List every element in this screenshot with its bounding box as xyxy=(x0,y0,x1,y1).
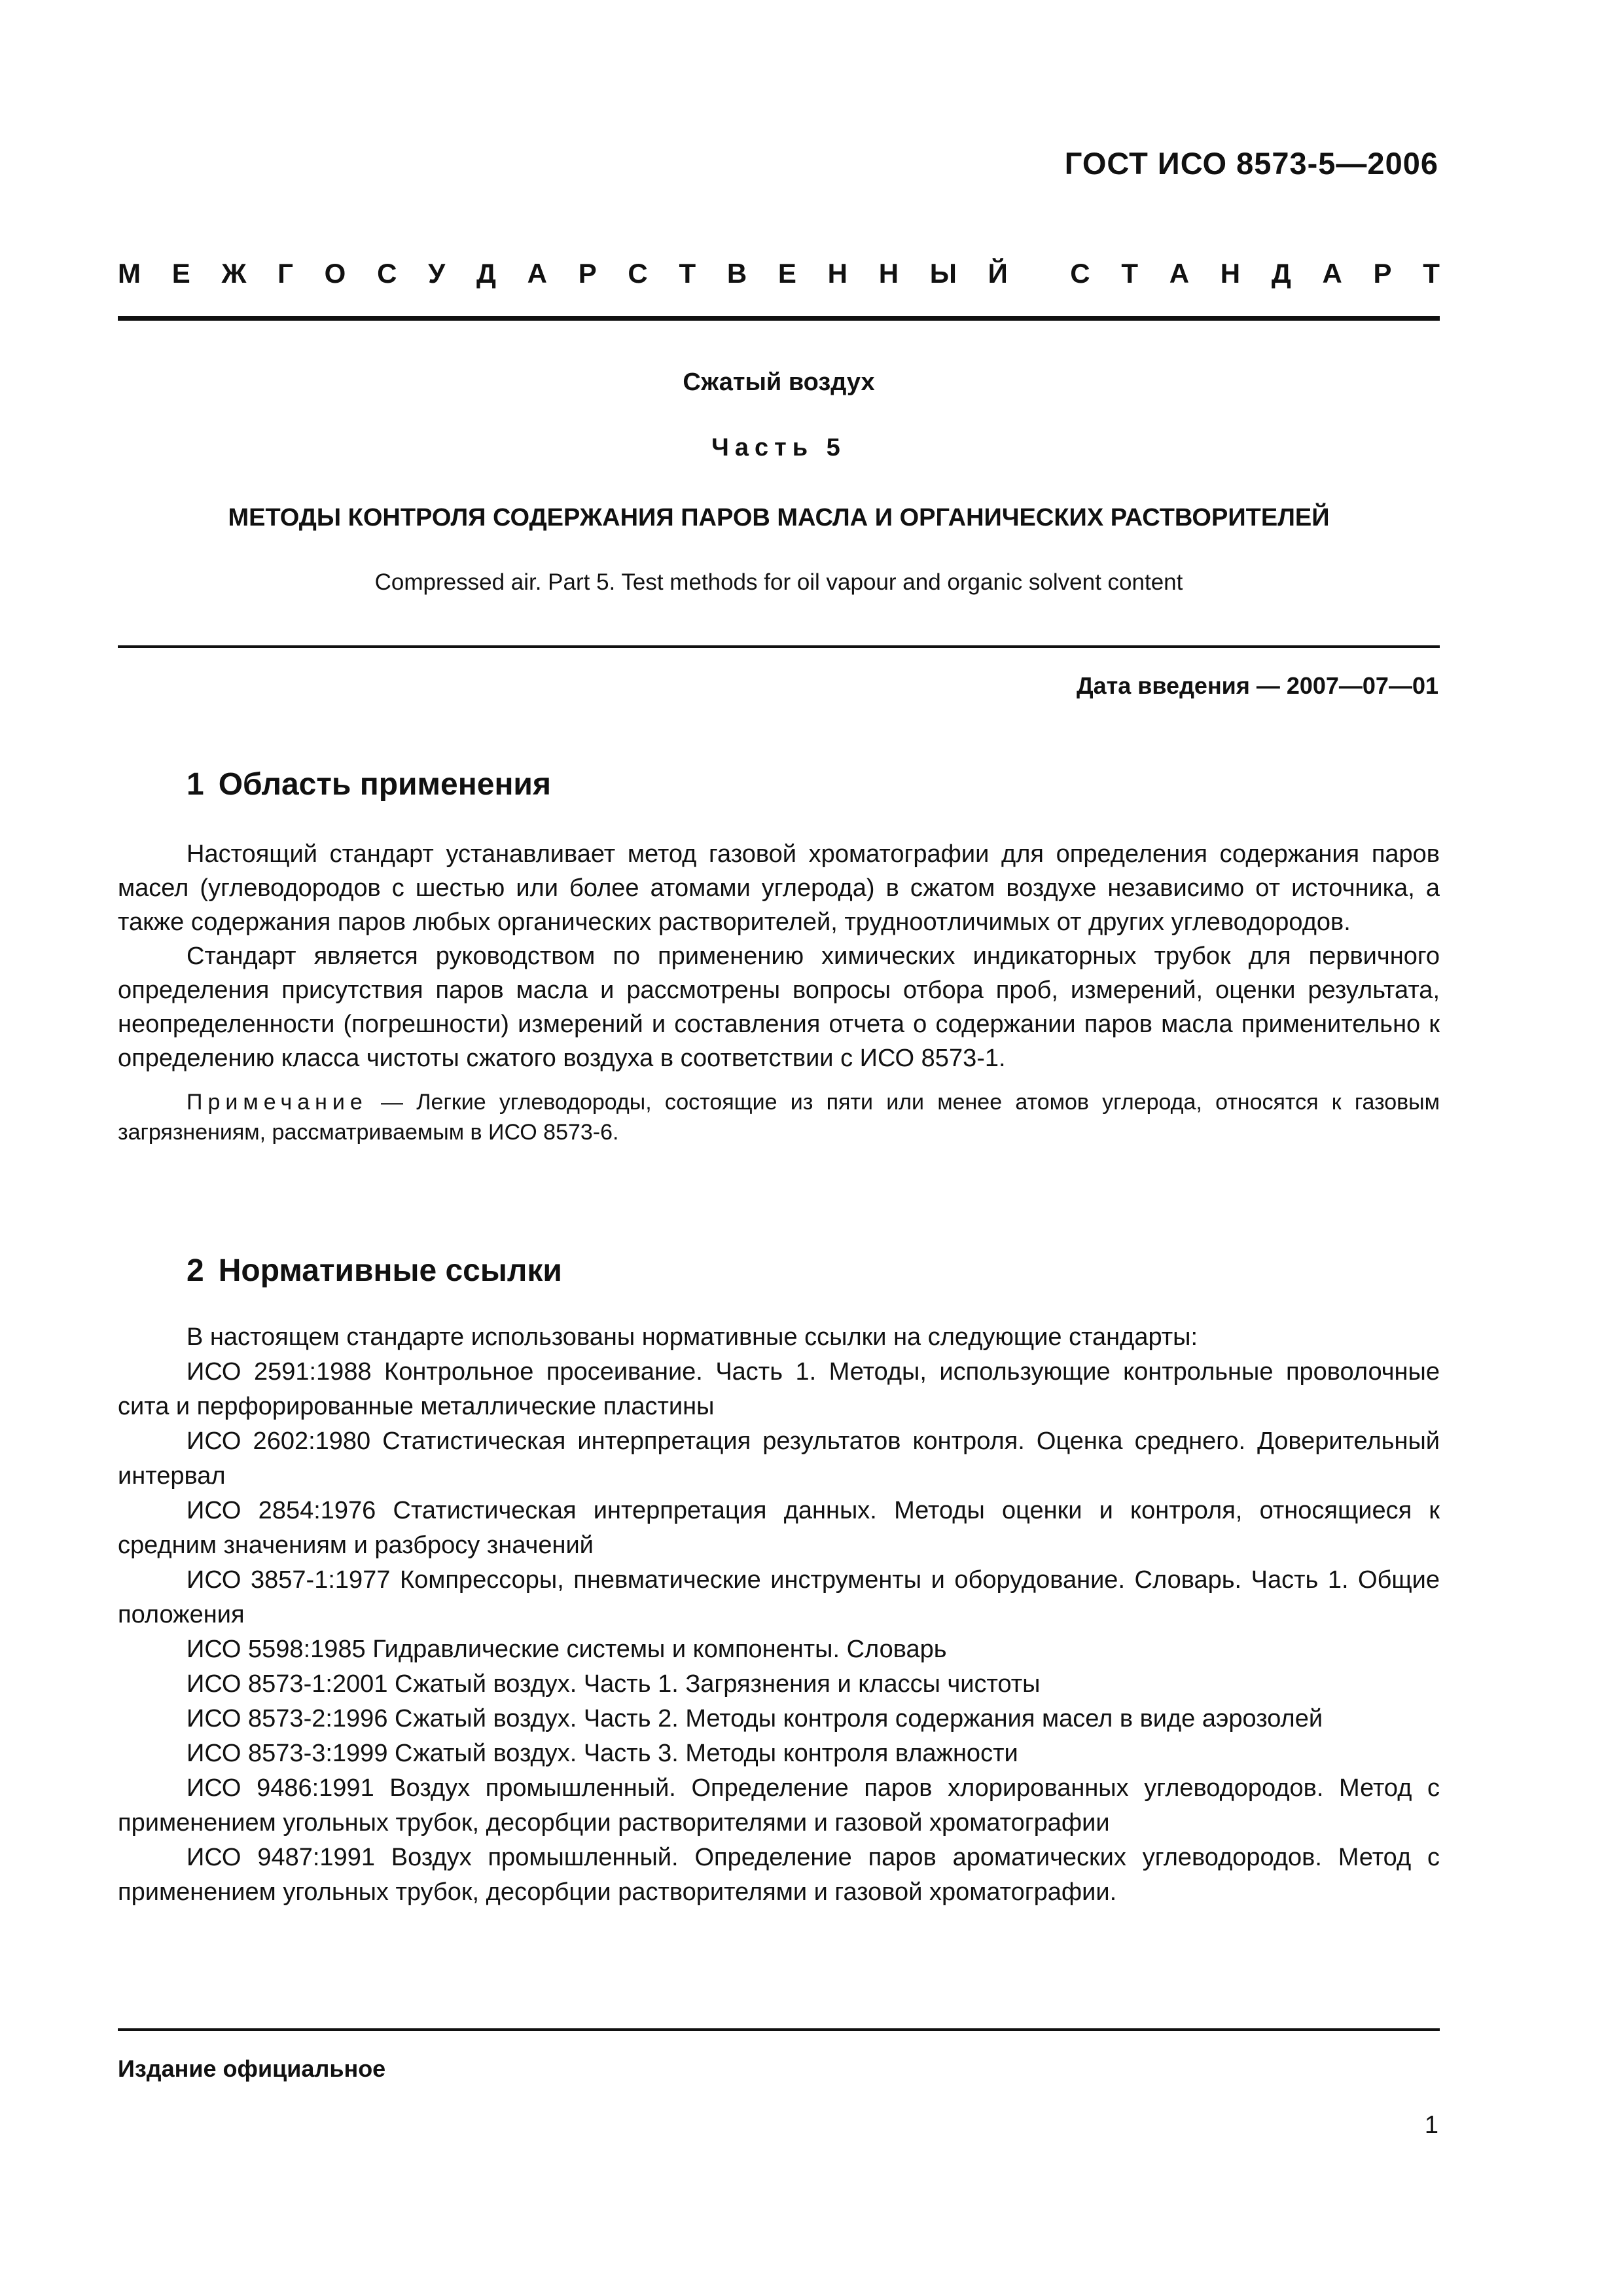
heading-letter: Т xyxy=(679,258,696,289)
heading-letter: В xyxy=(726,258,747,289)
reference-item: ИСО 2602:1980 Статистическая интерпретация результатов контроля. Оценка среднего. Доверительный интервал xyxy=(118,1427,1440,1490)
heading-letter: Е xyxy=(777,258,796,289)
heading-letter: С xyxy=(1070,258,1090,289)
heading-letter: С xyxy=(377,258,397,289)
document-code: ГОСТ ИСО 8573-5—2006 xyxy=(1064,146,1438,181)
document-part: Часть 5 xyxy=(711,434,846,461)
reference-item: ИСО 2854:1976 Статистическая интерпретация данных. Методы оценки и контроля, относящиеся к средним значениям и разбросу значений xyxy=(118,1497,1440,1559)
heading-letter: Н xyxy=(827,258,847,289)
heading-letter: Р xyxy=(1373,258,1392,289)
heading-letter: Д xyxy=(1271,258,1291,289)
reference-item: ИСО 9486:1991 Воздух промышленный. Определение паров хлорированных углеводородов. Метод с применением угольных трубок, десорбции растворителями и газовой хроматографии xyxy=(118,1774,1440,1837)
note-text: — Легкие углеводороды, состоящие из пяти или менее атомов углерода, относятся к газовым загрязнениям, рассматриваемым в ИСО 8573-6. xyxy=(118,1090,1440,1145)
heading-letter: А xyxy=(1322,258,1342,289)
heading-letter: Ж xyxy=(221,258,247,289)
document-title: МЕТОДЫ КОНТРОЛЯ СОДЕРЖАНИЯ ПАРОВ МАСЛА И ОРГАНИЧЕСКИХ РАСТВОРИТЕЛЕЙ xyxy=(228,504,1330,531)
reference-item: ИСО 9487:1991 Воздух промышленный. Определение паров ароматических углеводородов. Метод с применением угольных трубок, десорбции растворителями и газовой хроматографии. xyxy=(118,1844,1440,1906)
heading-letter: Н xyxy=(878,258,899,289)
header-rule xyxy=(118,316,1440,321)
section-title: Нормативные ссылки xyxy=(218,1253,562,1288)
section-number: 1 xyxy=(187,767,204,802)
section-1-heading xyxy=(187,766,551,802)
reference-item: ИСО 2591:1988 Контрольное просеивание. Часть 1. Методы, использующие контрольные проволочные сита и перфорированные металлические пластины xyxy=(118,1358,1440,1420)
official-edition-label: Издание официальное xyxy=(118,2055,386,2082)
interstate-standard-heading xyxy=(118,257,1440,291)
heading-letter: Ы xyxy=(929,258,957,289)
reference-item: ИСО 8573-3:1999 Сжатый воздух. Часть 3. Методы контроля влажности xyxy=(187,1740,1018,1767)
reference-item: ИСО 3857-1:1977 Компрессоры, пневматические инструменты и оборудование. Словарь. Часть 1. Общие положения xyxy=(118,1566,1440,1628)
section-number: 2 xyxy=(187,1253,204,1288)
heading-letter: Р xyxy=(578,258,597,289)
heading-letter: Т xyxy=(1423,258,1440,289)
section-title: Область применения xyxy=(218,767,551,802)
document-title-english: Compressed air. Part 5. Test methods for oil vapour and organic solvent content xyxy=(374,569,1183,595)
heading-letter: Й xyxy=(988,258,1008,289)
heading-letter: Е xyxy=(171,258,190,289)
heading-letter: С xyxy=(628,258,648,289)
paragraph: Настоящий стандарт устанавливает метод газовой хроматографии для определения содержания паров масел (углеводородов с шестью или более атомами углерода) в сжатом воздухе независимо от источника, а также содержания паров любых органических растворителей, трудноотличимых от других углеводородов. xyxy=(118,840,1440,936)
heading-letter: Д xyxy=(476,258,496,289)
reference-item: ИСО 8573-1:2001 Сжатый воздух. Часть 1. Загрязнения и классы чистоты xyxy=(187,1670,1041,1698)
paragraph: Стандарт является руководством по применению химических индикаторных трубок для первичного определения присутствия паров масла и рассмотрены вопросы отбора проб, измерений, оценки результата, неопределенности (погрешности) измерений и составления отчета о содержании паров масла применительно к определению класса чистоты сжатого воздуха в соответствии с ИСО 8573-1. xyxy=(118,942,1440,1072)
introduction-date: Дата введения — 2007—07—01 xyxy=(1076,672,1438,699)
note-label: Примечание xyxy=(187,1090,368,1115)
footer-rule xyxy=(118,2028,1440,2031)
reference-item: ИСО 5598:1985 Гидравлические системы и компоненты. Словарь xyxy=(187,1636,947,1663)
page-number: 1 xyxy=(1424,2111,1438,2139)
document-subtitle: Сжатый воздух xyxy=(683,368,875,396)
title-rule xyxy=(118,645,1440,648)
heading-letter: Н xyxy=(1220,258,1241,289)
section-1-body xyxy=(118,837,1440,1147)
section-2-heading xyxy=(187,1253,562,1289)
reference-item: ИСО 8573-2:1996 Сжатый воздух. Часть 2. Методы контроля содержания масел в виде аэрозолей xyxy=(187,1705,1323,1732)
heading-letter: А xyxy=(1169,258,1190,289)
heading-letter: Т xyxy=(1121,258,1138,289)
heading-letter: Г xyxy=(277,258,293,289)
heading-letter: О xyxy=(324,258,346,289)
heading-letter: У xyxy=(428,258,446,289)
references-intro: В настоящем стандарте использованы нормативные ссылки на следующие стандарты: xyxy=(187,1323,1198,1351)
heading-letter: А xyxy=(527,258,547,289)
heading-letter: М xyxy=(118,258,141,289)
note xyxy=(118,1087,1440,1147)
normative-references xyxy=(118,1320,1440,1910)
